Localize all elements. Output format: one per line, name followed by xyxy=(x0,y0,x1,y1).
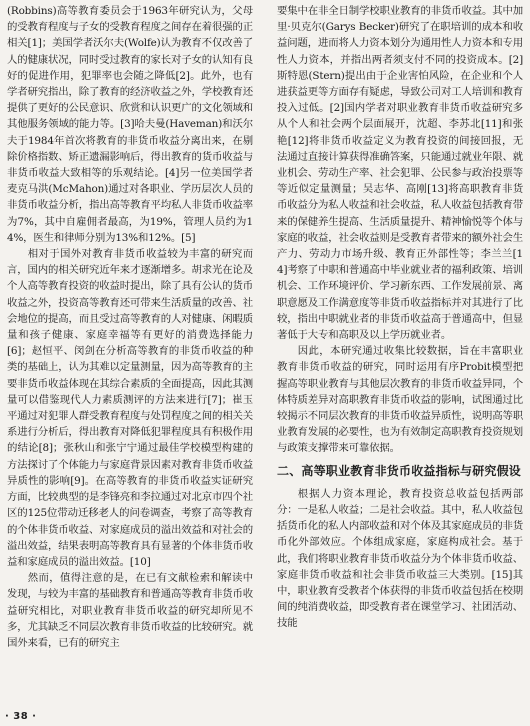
right-column xyxy=(277,3,523,632)
body-paragraph-5: 因此，本研究通过收集比较数据，旨在丰富职业教育非货币收益的研究，同时运用有序Probit模型把握高等职业教育与其他层次教育的非货币收益异同，个体特质差异对高职教育非货币收益的影响，试图通过比较揭示不同层次教育的非货币收益异质性，说明高等职业教育发展的必要性，也为有效制定高职教育投资规划与政策支撑带来可靠依据。 xyxy=(277,345,523,455)
body-paragraph-3: 然而，值得注意的是，在已有文献检索和解读中发现，与较为丰富的基础教育和普通高等教育非货币收益研究相比，对职业教育非货币收益的研究却所见不多，尤其缺乏不同层次教育非货币收益的比较研究。就国外来看，已有的研究主 xyxy=(7,572,253,649)
body-paragraph-4: 要集中在非全日制学校职业教育的非货币收益。其中加里·贝克尔(Garys Becker)研究了在职培训的成本和收益问题，进而将人力资本划分为通用性人力资本和专用性人力资本，并指出两者须支付不同的投资成本。[2]斯特恩(Stern)提出由于企业害怕风险，在企业和个人进获益更等方面存有疑虑，导致公司对工人培训和教育投入过低。[2]国内学者对职业教育非货币收益研究多从个人和社会两个层面展开，沈超、李苏北[11]和张艳[12]将非货币收益定义为教育投资的间接回报，无法通过直接计算获得准确答案，只能通过就业年限、就业机会、劳动生产率、社会犯罪、公民参与政治投票等等近似定量测量；吴志华、高刚[13]将高职教育非货币收益分为私人收益和社会收益，私人收益包括教育带来的保健养生提高、生活质量提升、精神愉悦等个体与家庭的收益，社会收益则是受教育者带来的额外社会生产力、劳动力市场升级、教育正外部性等；李兰兰[14]考察了中职和普通高中毕业就业者的福利政策、培训机会、工作环境评价、学习新东西、工作发展前景、离职意愿及工作满意度等非货币收益指标并对其进行了比较，指出中职就业者的非货币收益高于普通高中，但显著低于大专和高职及以上学历就业者。 xyxy=(277,5,523,342)
left-column xyxy=(7,3,253,651)
body-paragraph-1: (Robbins)高等教育委员会于1963年研究认为，父母的受教育程度与子女的受教育程度之间存在着很强的正相关[1]；美国学者沃尔夫(Wolfe)认为教育不仅改善了人的健康状况，同时受过教育的家长对子女的认知有良好的促进作用，犯罪率也会随之降低[2]。此外，也有学者研究指出，除了教育的经济收益之外，学校教育还提供了更好的公民意识、欣赏和认识更广的文化领域和其他服务领域的能力等。[3]哈夫曼(Haveman)和沃尔夫于1984年首次将教育的非货币收益分离出来，在剔除价格指数、矫正遗漏影响后，得出教育的货币收益与非货币收益大致相等的乐观结论。[4]另一位美国学者麦克马洪(McMahon)通过对各职业、学历层次人员的非货币收益分析，指出高等教育平均私人非货币收益率为7%，其中自雇佣者最高，为19%，管理人员约为14%，医生和律师分别为13%和12%。[5] xyxy=(7,5,253,244)
body-paragraph-2: 相对于国外对教育非货币收益较为丰富的研究而言，国内的相关研究近年来才逐渐增多。胡求光在论及个人高等教育投资的收益时提出，除了具有公认的货币收益之外，投资高等教育还可带来生活质量的改善、社会地位的提高，而且受过高等教育的人对健康、闲暇质量和孩子健康、家庭幸福等有更好的消费选择能力[6]；赵恒平、闵剑在分析高等教育的非货币收益的种类的基础上，认为其难以定量测量，因为高等教育的主要非货币收益体现在其综合素质的全面提高，因此其测量可以借鉴现代人力素质测评的方法来进行[7]；崔玉平通过对犯罪人群受教育程度与处罚程度之间的相关关系进行分析后，得出教育对降低犯罪程度具有积极作用的结论[8]；张秋山和张宁宁通过最佳学校模型构建的方法探讨了个体能力与家庭背景因素对教育非货币收益异质性的影响[9]。在高等教育的非货币收益实证研究方面，比较典型的是李锋亮和李拉通过对北京市四个社区的125位带动迁移老人的问卷调查，考察了高等教育的个体非货币收益、对家庭成员的溢出效益和对社会的溢出效益，结果表明高等教育具有显著的个体非货币收益和家庭成员的溢出效益。[10] xyxy=(7,248,253,568)
page-number: · 38 · xyxy=(5,711,37,722)
body-paragraph-6: 根据人力资本理论，教育投资总收益包括两部分：一是私人收益；二是社会收益。其中，私人收益包括货币化的私人内部收益和对个体及其家庭成员的非货币化外部效应。个体组成家庭，家庭构成社会。基于此，我们将职业教育非货币收益分为个体非货币收益、家庭非货币收益和社会非货币收益三大类别。[15]其中，职业教育受教者个体获得的非货币收益包括在校期间的纯消费收益，即受教育者在课堂学习、社团活动、技能 xyxy=(277,487,523,630)
section-heading: 二、高等职业教育非货币收益指标与研究假设 xyxy=(277,463,522,478)
